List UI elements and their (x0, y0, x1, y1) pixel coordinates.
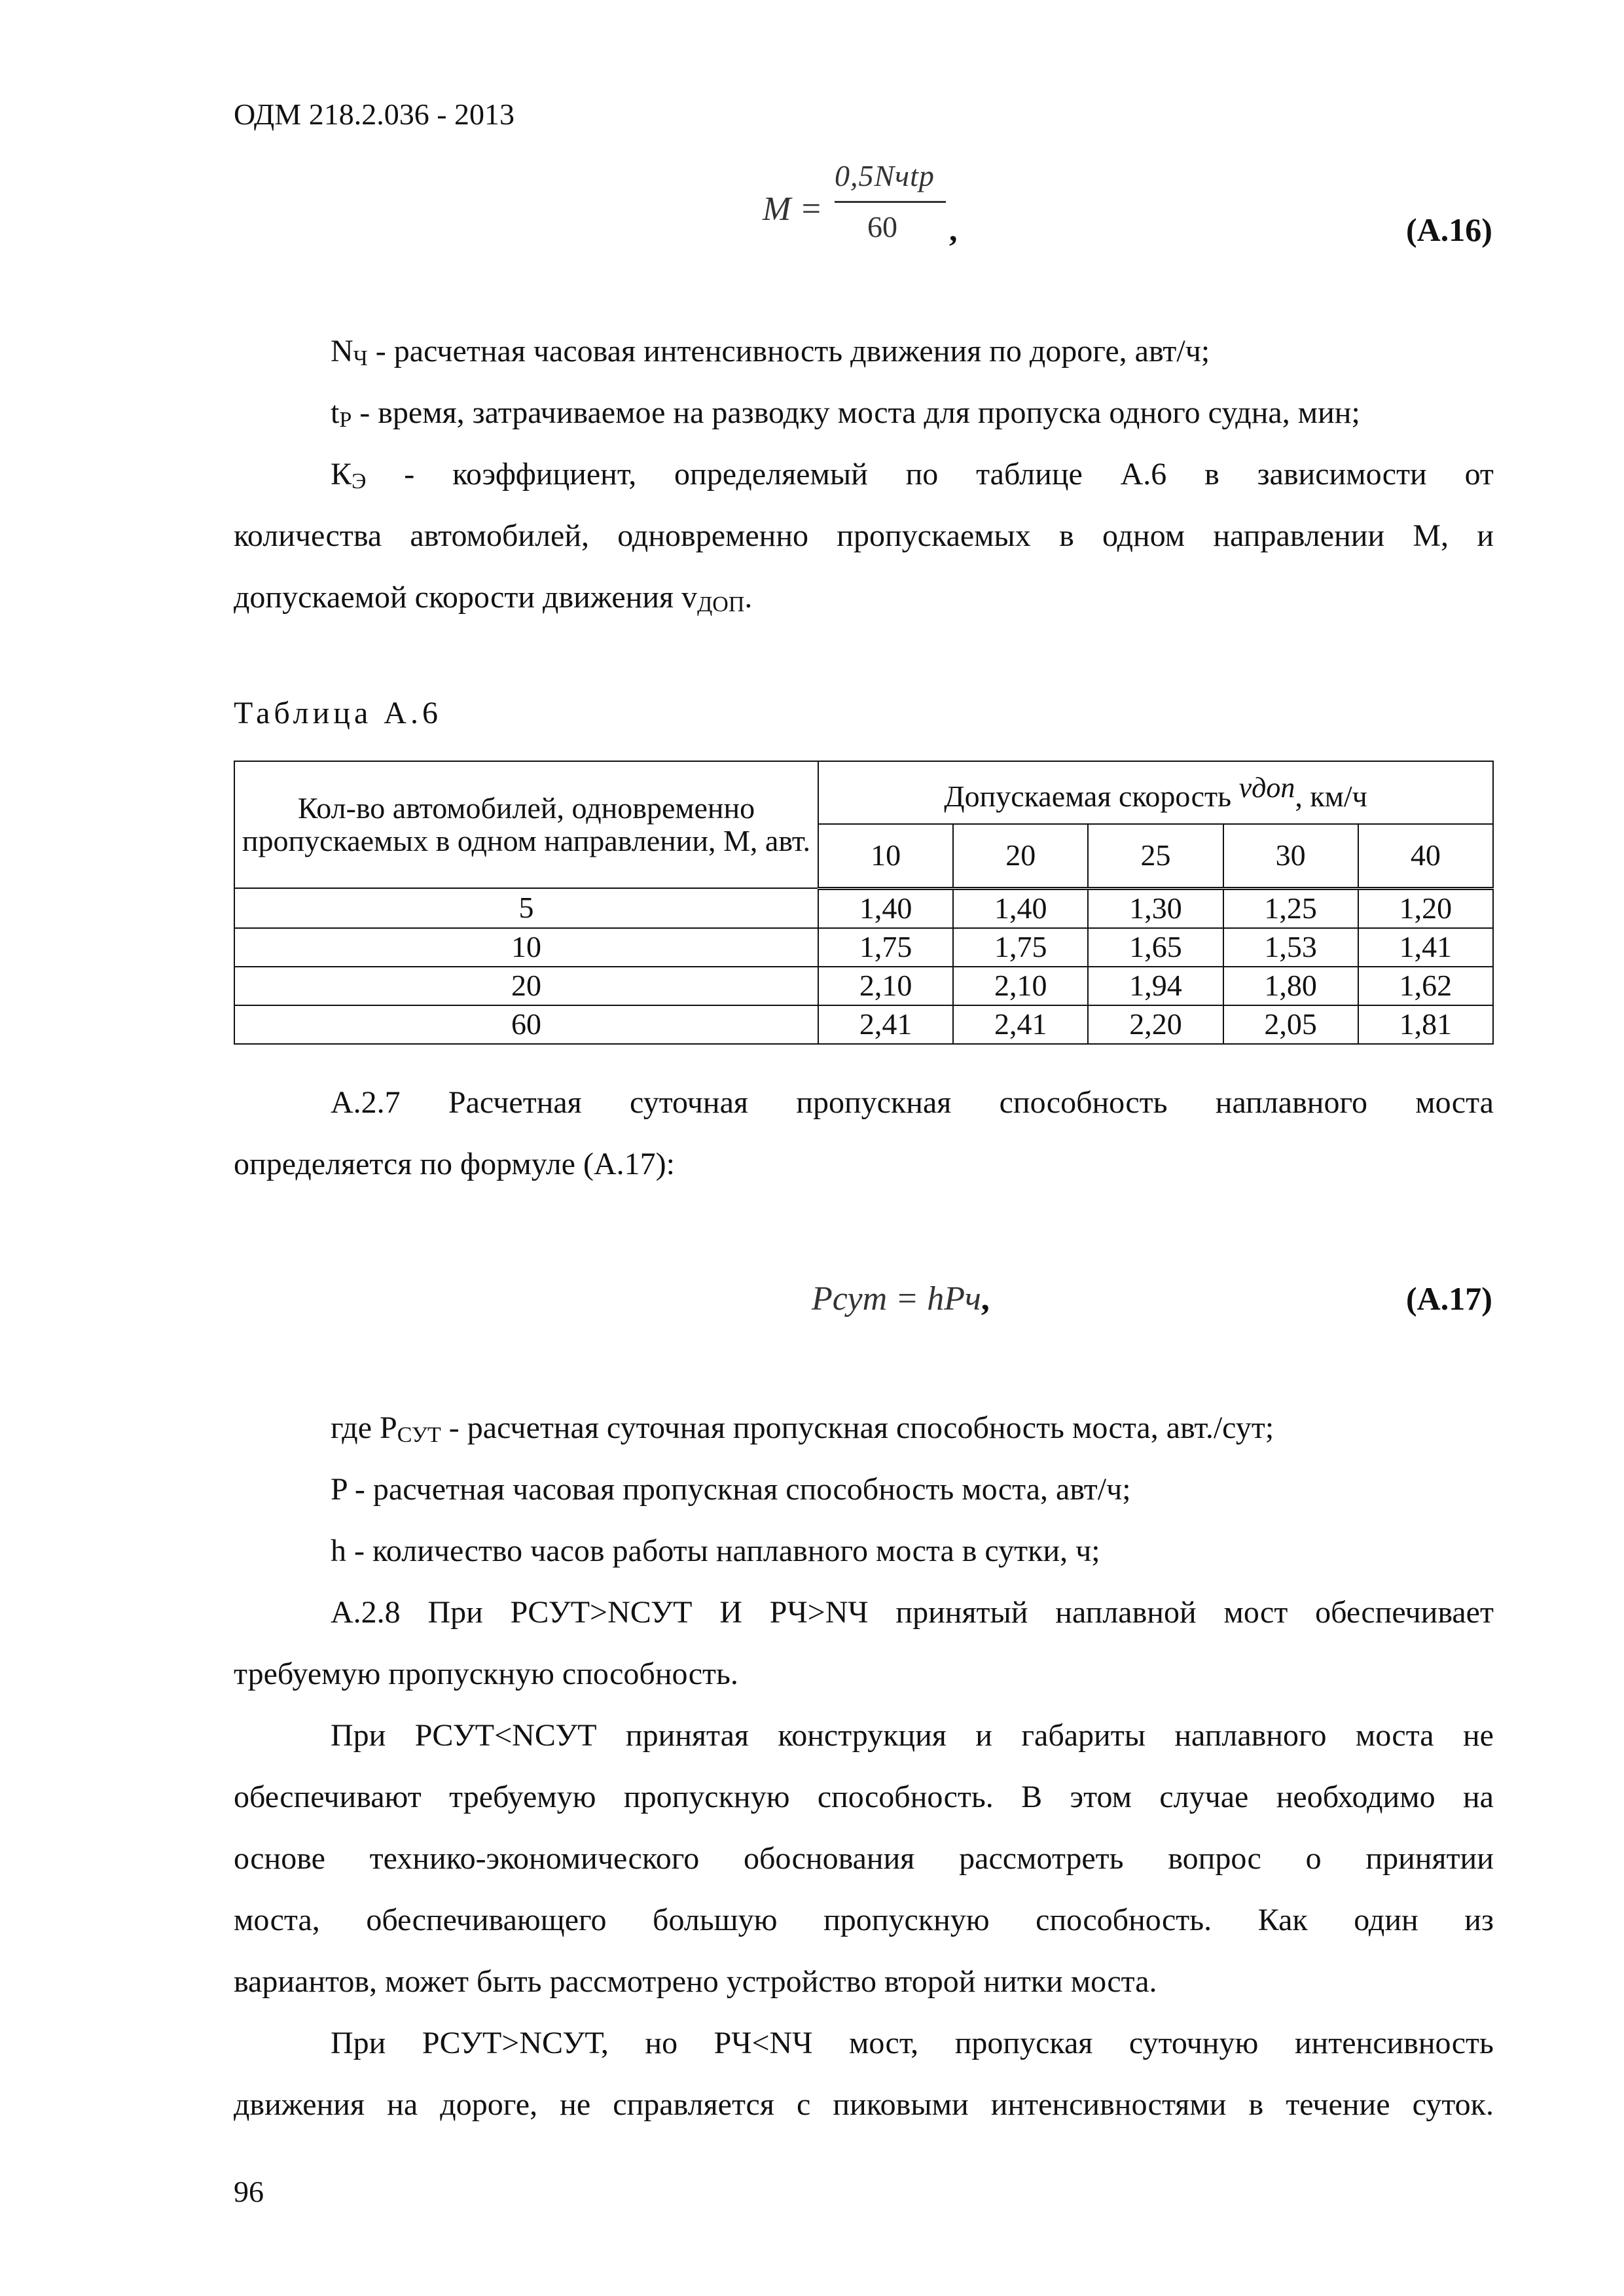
table-caption: Таблица А.6 (234, 696, 442, 730)
formula-a17 (812, 1280, 990, 1318)
table-cell: 1,62 (1358, 967, 1493, 1005)
paragraph-lt-line5: вариантов, может быть рассмотрено устройство второй нитки моста. (234, 1964, 1157, 1999)
table-cell: 1,25 (1223, 888, 1358, 928)
table-cell: 2,20 (1088, 1005, 1223, 1044)
column-header-vehicles: Кол-во автомобилей, одновременно пропускаемых в одном направлении, М, авт. (234, 761, 818, 888)
definition-ke-line1: $К_Э$ - коэффициент, определяемый по таблице А.6 в зависимости от (331, 457, 1494, 493)
definition-ke-line3: допускаемой скорости движения $v_{ДОП}$. (234, 580, 753, 617)
table-row (234, 888, 1493, 928)
equation-number-a17: (А.17) (1406, 1280, 1492, 1317)
table-cell: 1,20 (1358, 888, 1493, 928)
paragraph-a27-line1: А.2.7 Расчетная суточная пропускная способность наплавного моста (331, 1085, 1494, 1120)
table-row (234, 1005, 1493, 1044)
table-cell: 1,41 (1358, 928, 1493, 967)
column-header-speed: Допускаемая скорость vдоп, км/ч (818, 761, 1493, 824)
table-row (234, 928, 1493, 967)
formula-a16-numerator: 0,5Nчtр (835, 159, 935, 192)
speed-header-cell: 10 (818, 824, 953, 888)
speed-header-cell: 25 (1088, 824, 1223, 888)
table-cell-m: 60 (234, 1005, 818, 1044)
definition-h: h - количество часов работы наплавного моста в сутки, ч; (331, 1534, 1100, 1568)
equation-number-a16: (А.16) (1406, 211, 1492, 248)
document-header: ОДМ 218.2.036 - 2013 (234, 98, 515, 131)
definition-tr: $t_Р$ - время, затрачиваемое на разводку моста для пропуска одного судна, мин; (331, 395, 1360, 432)
table-cell: 1,75 (953, 928, 1088, 967)
paragraph-gt-line1: При PСУТ>NСУТ, но PЧ<NЧ мост, пропуская суточную интенсивность (331, 2026, 1494, 2060)
paragraph-lt-line2: обеспечивают требуемую пропускную способность. В этом случае необходимо на (234, 1780, 1494, 1814)
definition-nch: $N_Ч$ - расчетная часовая интенсивность движения по дороге, авт/ч; (331, 334, 1210, 370)
table-cell: 2,10 (818, 967, 953, 1005)
table-row (234, 967, 1493, 1005)
table-cell-m: 10 (234, 928, 818, 967)
table-cell: 1,30 (1088, 888, 1223, 928)
table-cell: 1,40 (818, 888, 953, 928)
table-cell: 2,41 (953, 1005, 1088, 1044)
table-cell: 1,75 (818, 928, 953, 967)
table-cell: 1,81 (1358, 1005, 1493, 1044)
formula-a16-comma: , (949, 211, 958, 248)
formula-a16-denominator: 60 (867, 210, 897, 243)
paragraph-lt-line4: моста, обеспечивающего большую пропускную способность. Как один из (234, 1903, 1494, 1937)
speed-header-cell: 30 (1223, 824, 1358, 888)
table-cell-m: 5 (234, 888, 818, 928)
formula-a17-expr: Pсут = hPч (812, 1280, 981, 1318)
page-number: 96 (234, 2175, 264, 2208)
fraction-bar (835, 201, 946, 203)
speed-header-cell: 40 (1358, 824, 1493, 888)
paragraph-a28-line1: А.2.8 При PСУТ>NСУТ И PЧ>NЧ принятый наплавной мост обеспечивает (331, 1595, 1494, 1630)
paragraph-lt-line3: основе технико-экономического обоснования рассмотреть вопрос о принятии (234, 1841, 1494, 1876)
table-a6 (234, 761, 1494, 1045)
table-cell: 2,10 (953, 967, 1088, 1005)
definition-psut: где $P_{СУТ}$ - расчетная суточная пропускная способность моста, авт./сут; (331, 1410, 1274, 1447)
paragraph-gt-line2: движения на дороге, не справляется с пиковыми интенсивностями в течение суток. (234, 2087, 1494, 2122)
table-cell: 1,94 (1088, 967, 1223, 1005)
table-cell: 2,41 (818, 1005, 953, 1044)
paragraph-lt-line1: При PСУТ<NСУТ принятая конструкция и габариты наплавного моста не (331, 1718, 1494, 1753)
paragraph-a28-line2: требуемую пропускную способность. (234, 1657, 738, 1691)
paragraph-a27-line2: определяется по формуле (А.17): (234, 1147, 675, 1181)
table-cell: 1,53 (1223, 928, 1358, 967)
formula-a16-lhs: M = (763, 190, 823, 228)
definition-p: P - расчетная часовая пропускная способность моста, авт/ч; (331, 1472, 1131, 1507)
table-cell: 2,05 (1223, 1005, 1358, 1044)
table-cell: 1,40 (953, 888, 1088, 928)
definition-ke-line2: количества автомобилей, одновременно пропускаемых в одном направлении М, и (234, 518, 1494, 553)
table-cell: 1,80 (1223, 967, 1358, 1005)
formula-a17-comma: , (981, 1280, 990, 1318)
table-cell: 1,65 (1088, 928, 1223, 967)
formula-a16 (763, 158, 959, 263)
table-cell-m: 20 (234, 967, 818, 1005)
speed-header-cell: 20 (953, 824, 1088, 888)
